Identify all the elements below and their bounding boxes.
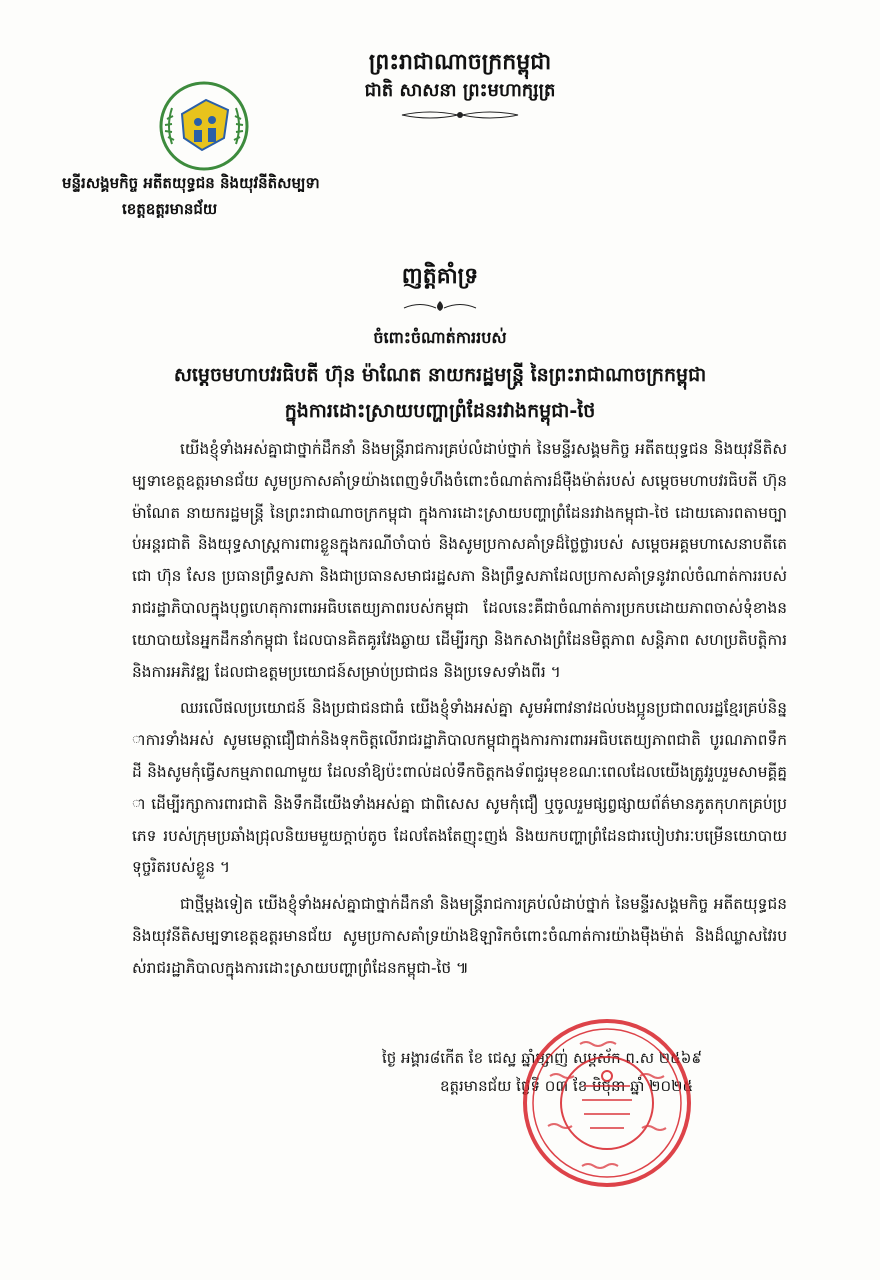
- body-paragraph-3: ជាថ្មីម្ដងទៀត យើងខ្ញុំទាំងអស់គ្នាជាថ្នាក់ដឹកនាំ និងមន្ត្រីរាជការគ្រប់លំដាប់ថ្នាក់ នៃមន្ទីរសង្គមកិច្ច អតីតយុទ្ធជន និងយុវនីតិសម្បទាខេត្តឧត្តរមានជ័យ សូមប្រកាសគាំទ្រយ៉ាងឱឡារិកចំពោះចំណាត់ការយ៉ាងម៉ឺងម៉ាត់ និងដ៏ឈ្លាសវៃរបស់រាជរដ្ឋាភិបាលក្នុងការដោះស្រាយបញ្ហាព្រំដែនកម្ពុជា-ថៃ ៕: [132, 895, 787, 977]
- title-text: ញត្តិគាំទ្រ: [401, 264, 479, 289]
- official-seal-stamp-icon: [520, 1016, 695, 1191]
- body-paragraph-1: យើងខ្ញុំទាំងអស់គ្នាជាថ្នាក់ដឹកនាំ និងមន្ត្រីរាជការគ្រប់លំដាប់ថ្នាក់ នៃមន្ទីរសង្គមកិច្ច អតីតយុទ្ធជន និងយុវនីតិសម្បទាខេត្តឧត្តរមានជ័យ សូមប្រកាសគាំទ្រយ៉ាងពេញទំហឹងចំពោះចំណាត់ការដ៏ម៉ឺងម៉ាត់របស់ សម្ដេចមហាបវរធិបតី ហ៊ុន ម៉ាណែត នាយករដ្ឋមន្ត្រី នៃព្រះរាជាណាចក្រកម្ពុជា ក្នុងការដោះស្រាយបញ្ហាព្រំដែនរវាងកម្ពុជា-ថៃ ដោយគោរពតាមច្បាប់អន្តរជាតិ និងយុទ្ធសាស្ត្រការពារខ្លួនក្នុងករណីចាំបាច់ និងសូមប្រកាសគាំទ្រដ៏ថ្លៃថ្លារបស់ សម្ដេចអគ្គមហាសេនាបតីតេជោ ហ៊ុន សែន ប្រធានព្រឹទ្ធសភា និងជាប្រធានសមាជរដ្ឋសភា និងព្រឹទ្ធសភាដែលប្រកាសគាំទ្រនូវរាល់ចំណាត់ការរបស់រាជរដ្ឋាភិបាលក្នុងបុព្វហេតុការពារអធិបតេយ្យភាពរបស់កម្ពុជា ដែលនេះគឺជាចំណាត់ការប្រកបដោយភាពចាស់ទុំខាងនយោបាយនៃអ្នកដឹកនាំកម្ពុជា ដែលបានគិតគូរវែងឆ្ងាយ ដើម្បីរក្សា និងកសាងព្រំដែនមិត្តភាព សន្តិភាព សហប្រតិបត្តិការ និងការអភិវឌ្ឍ ដែលជាឧត្តមប្រយោជន៍សម្រាប់ប្រជាជន និងប្រទេសទាំងពីរ ។: [132, 440, 787, 681]
- kingdom-name: ព្រះរាជាណាចក្រកម្ពុជា: [368, 50, 552, 75]
- document-body: [132, 434, 787, 990]
- solar-date: ឧត្តរមានជ័យ ថ្ងៃទី ០៣ ខែ មិថុនា ឆ្នាំ ២០២៥: [440, 1077, 694, 1095]
- subtitle-line-2: សម្ដេចមហាបវរធិបតី ហ៊ុន ម៉ាណែត នាយករដ្ឋមន្ត្រី នៃព្រះរាជាណាចក្រកម្ពុជា: [173, 364, 707, 386]
- title-ornament-icon: [400, 299, 480, 313]
- document-title: [330, 262, 550, 322]
- lunar-date: ថ្ងៃ អង្គារ៨កើត ខែ ជេស្ឋ ឆ្នាំម្សាញ់ សប្តស័ក ព.ស ២៥៦៩: [382, 1049, 702, 1067]
- kingdom-header: [300, 48, 620, 122]
- flourish-ornament-icon: [400, 108, 520, 122]
- province-name: ខេត្តឧត្តរមានជ័យ: [122, 200, 218, 218]
- ministry-logo-icon: [158, 80, 250, 172]
- subtitle-line-1: ចំពោះចំណាត់ការរបស់: [373, 328, 507, 347]
- body-paragraph-2: ឈរលើផលប្រយោជន៍ និងប្រជាជនជាធំ យើងខ្ញុំទាំងអស់គ្នា សូមអំពាវនាវដល់បងប្អូនប្រជាពលរដ្ឋខ្មែរគ្រប់និន្នាការទាំងអស់ សូមមេត្តាជឿជាក់និងទុកចិត្តលើរាជរដ្ឋាភិបាលកម្ពុជាក្នុងការការពារអធិបតេយ្យភាពជាតិ បូរណភាពទឹកដី និងសូមកុំធ្វើសកម្មភាពណាមួយ ដែលនាំឱ្យប៉ះពាល់ដល់ទឹកចិត្តកងទ័ពជួរមុខខណៈពេលដែលយើងត្រូវរួបរួមសាមគ្គីគ្នា ដើម្បីរក្សាការពារជាតិ និងទឹកដីយើងទាំងអស់គ្នា ជាពិសេស សូមកុំជឿ ឬចូលរួមផ្សព្វផ្សាយព័ត៌មានភូតកុហកគ្រប់ប្រភេទ របស់ក្រុមប្រឆាំងជ្រុលនិយមមួយក្ដាប់តូច ដែលតែងតែញុះញង់ និងយកបញ្ហាព្រំដែនជារបៀបវារៈបម្រើនយោបាយទុច្ចរិតរបស់ខ្លួន ។: [132, 699, 787, 877]
- ministry-name-block: [62, 170, 422, 222]
- ministry-name: មន្ទីរសង្គមកិច្ច អតីតយុទ្ធជន និងយុវនីតិសម្បទា: [62, 174, 320, 192]
- national-motto: ជាតិ សាសនា ព្រះមហាក្សត្រ: [364, 80, 556, 101]
- subtitle-line-3: ក្នុងការដោះស្រាយបញ្ហាព្រំដែនរវាងកម្ពុជា-ថៃ: [284, 400, 596, 422]
